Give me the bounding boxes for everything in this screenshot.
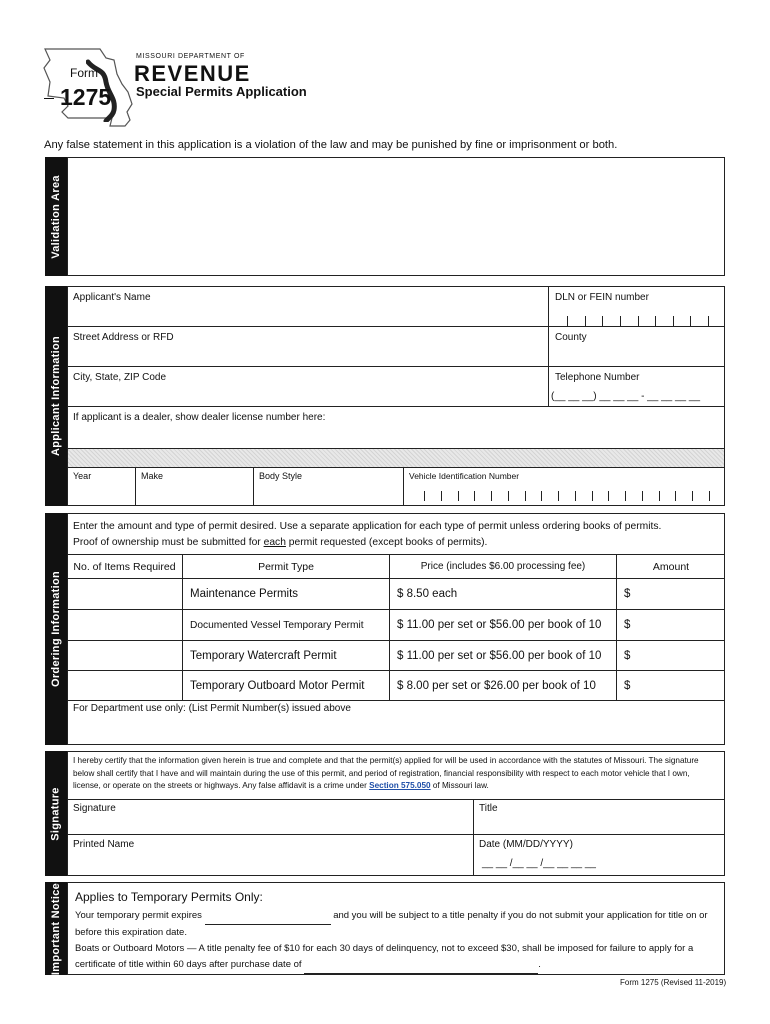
amount-field[interactable]: $: [624, 679, 631, 692]
each-emphasis: each: [263, 536, 286, 548]
applicant-side-label: Applicant Information: [45, 286, 67, 506]
agency-small: MISSOURI DEPARTMENT OF: [136, 53, 245, 60]
department-use-label: For Department use only: (List Permit Number(s) issued above: [73, 703, 351, 714]
vin-label: Vehicle Identification Number: [409, 471, 520, 481]
col-price-header: Price (includes $6.00 processing fee): [420, 561, 586, 572]
body-style-label: Body Style: [259, 471, 303, 481]
items-field[interactable]: [68, 671, 181, 700]
title-label: Title: [479, 803, 498, 814]
make-field[interactable]: [138, 482, 250, 504]
amount-field[interactable]: $: [624, 588, 631, 600]
county-label: County: [555, 332, 587, 343]
city-label: City, State, ZIP Code: [73, 372, 167, 383]
county-field[interactable]: [551, 344, 723, 364]
department-use-field: [70, 716, 722, 743]
permit-type: Temporary Outboard Motor Permit: [190, 679, 365, 692]
permit-price: $ 11.00 per set or $56.00 per book of 10: [397, 649, 602, 662]
form-number-dash: [44, 98, 54, 99]
dealer-field[interactable]: [70, 424, 722, 446]
vin-field[interactable]: [424, 491, 710, 501]
date-field[interactable]: __ __ /__ __ /__ __ __ __: [482, 858, 596, 869]
false-statement-warning: Any false statement in this application is a violation of the law and may be punished by fine or imprisonment or both.: [44, 139, 618, 151]
permit-price: $ 11.00 per set or $56.00 per book of 10: [397, 619, 602, 631]
dln-label: DLN or FEIN number: [555, 292, 649, 303]
printed-name-label: Printed Name: [73, 839, 135, 850]
ordering-instructions: Enter the amount and type of permit desired. Use a separate application for each type of permit unless ordering books of permits. Proof of ownership must be submitted for each permit requested (except books of permits).: [73, 521, 662, 548]
street-label: Street Address or RFD: [73, 332, 174, 343]
street-field[interactable]: [70, 344, 544, 364]
form-label: Form: [70, 66, 98, 80]
expiration-date-blank[interactable]: [205, 908, 331, 925]
agency-logo: REVENUE: [134, 61, 251, 86]
form-revision: Form 1275 (Revised 11-2019): [620, 978, 727, 987]
permit-price: $ 8.50 each: [397, 588, 458, 600]
form-number: 1275: [60, 84, 112, 110]
permit-type: Documented Vessel Temporary Permit: [190, 619, 364, 631]
signature-label: Signature: [73, 803, 116, 814]
applicant-name-label: Applicant's Name: [73, 292, 151, 303]
year-field[interactable]: [70, 482, 132, 504]
applicant-name-field[interactable]: [70, 304, 544, 324]
year-label: Year: [73, 471, 92, 481]
boats-notice: Boats or Outboard Motors — A title penalty fee of $10 for each 30 days of delinquency, not to exceed $30, shall be imposed for failure to apply for a certificate of title within 60 days after purchase date of .: [75, 941, 719, 974]
certification-text: I hereby certify that the information given herein is true and complete and that the permit(s) applied for will be used in accordance with the statutes of Missouri. The signature below shall certify that I have and will maintain during the use of this permit, and period of registration, financial responsibility with respect to each motor vehicle that I own, license, or operate on the streets or highways. Any false affidavit is a crime under Section 575.050 of Missouri law.: [73, 756, 699, 790]
signature-side-label: Signature: [45, 751, 67, 876]
items-field[interactable]: [68, 641, 181, 670]
notice-heading: Applies to Temporary Permits Only:: [75, 890, 263, 904]
items-field[interactable]: [68, 610, 181, 640]
make-label: Make: [141, 471, 164, 481]
statute-link[interactable]: Section 575.050: [369, 781, 431, 790]
permit-price: $ 8.00 per set or $26.00 per book of 10: [397, 679, 596, 692]
body-style-field[interactable]: [256, 482, 400, 504]
col-type-header: Permit Type: [258, 560, 314, 573]
hatched-divider: [68, 449, 724, 467]
col-amount-header: Amount: [652, 560, 690, 573]
notice-side-label: Important Notice: [45, 882, 67, 975]
signature-field[interactable]: [70, 815, 470, 833]
amount-field[interactable]: $: [624, 619, 631, 631]
items-field[interactable]: [68, 579, 181, 609]
dealer-label: If applicant is a dealer, show dealer license number here:: [73, 412, 326, 423]
validation-area: [67, 157, 725, 276]
ordering-side-label: Ordering Information: [45, 513, 67, 745]
phone-field[interactable]: (__ __ __) __ __ __ - __ __ __ __: [551, 391, 701, 402]
city-field[interactable]: [70, 384, 544, 404]
printed-name-field[interactable]: [70, 851, 470, 873]
amount-field[interactable]: $: [624, 649, 631, 662]
phone-label: Telephone Number: [555, 372, 640, 383]
form-title: Special Permits Application: [136, 84, 307, 99]
permit-type: Temporary Watercraft Permit: [190, 649, 337, 662]
date-label: Date (MM/DD/YYYY): [479, 839, 573, 850]
permit-type: Maintenance Permits: [190, 588, 299, 600]
purchase-date-blank[interactable]: [304, 957, 538, 974]
validation-side-label: Validation Area: [45, 157, 67, 276]
title-field[interactable]: [476, 815, 722, 833]
dln-field[interactable]: [567, 316, 709, 326]
expiration-notice: Your temporary permit expires and you will be subject to a title penalty if you do not submit your application for title on or before this expiration date.: [75, 910, 708, 938]
col-items-header: No. of Items Required: [73, 560, 176, 573]
